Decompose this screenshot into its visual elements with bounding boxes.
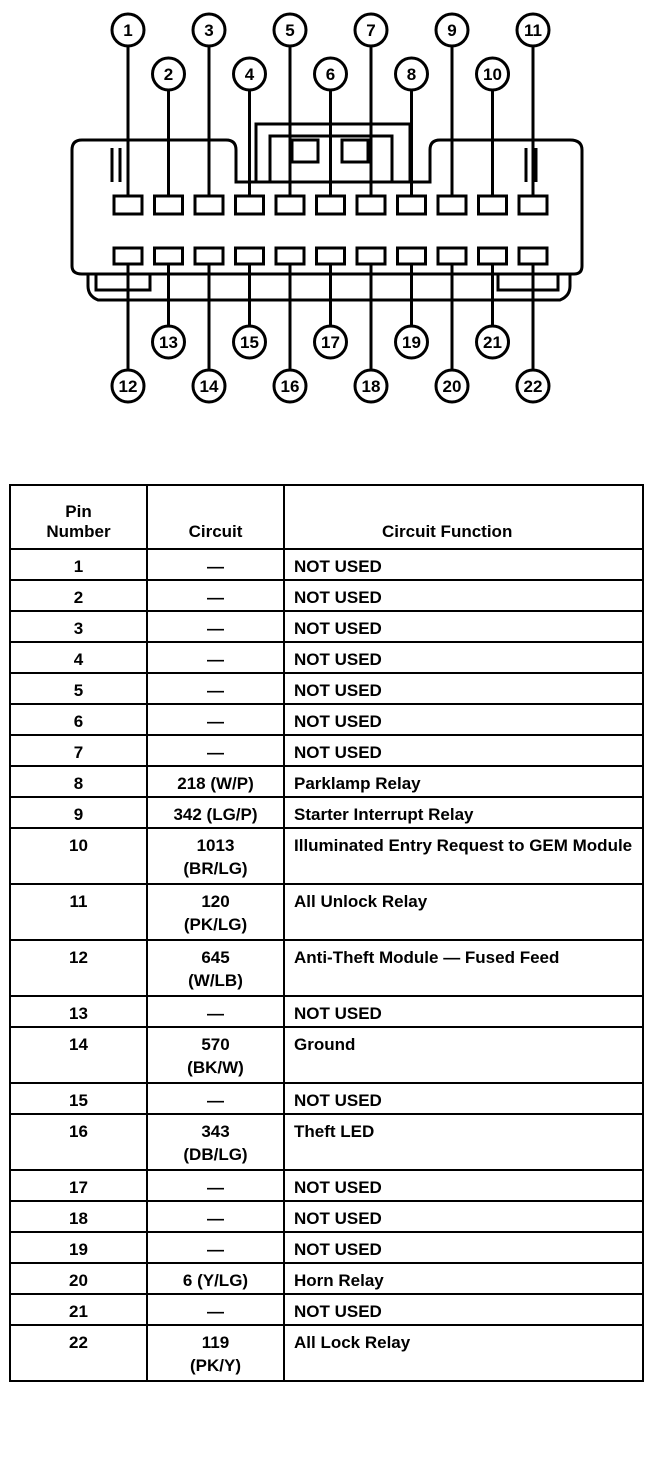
table-row <box>10 1263 643 1294</box>
circuit-cell: — <box>147 673 284 704</box>
table-row <box>10 735 643 766</box>
circuit-function-cell: Starter Interrupt Relay <box>284 797 643 828</box>
circuit-cell: — <box>147 1294 284 1325</box>
circuit-function-cell: NOT USED <box>284 996 643 1027</box>
pin-number-cell: 10 <box>10 828 147 884</box>
pin-bubble-4 <box>234 58 266 90</box>
circuit-cell: — <box>147 1232 284 1263</box>
table-row <box>10 1114 643 1170</box>
pin-number-cell: 7 <box>10 735 147 766</box>
circuit-cell: — <box>147 704 284 735</box>
pin-bubble-15 <box>234 326 266 358</box>
header-circuit-function: Circuit Function <box>284 485 643 549</box>
pin-bubble-10 <box>477 58 509 90</box>
circuit-cell: 645 (W/LB) <box>147 940 284 996</box>
pin-bubble-label: 5 <box>285 21 295 40</box>
pin-bubble-9 <box>436 14 468 46</box>
circuit-function-cell: Ground <box>284 1027 643 1083</box>
pin-bubble-18 <box>355 370 387 402</box>
table-row <box>10 1027 643 1083</box>
pin-cavity-16 <box>276 248 304 264</box>
table-row <box>10 1232 643 1263</box>
pin-bubble-20 <box>436 370 468 402</box>
circuit-cell: — <box>147 549 284 580</box>
table-row <box>10 704 643 735</box>
pin-cavity-22 <box>519 248 547 264</box>
pin-cavity-1 <box>114 196 142 214</box>
table-row <box>10 1170 643 1201</box>
pin-bubble-3 <box>193 14 225 46</box>
table-row <box>10 797 643 828</box>
pin-table <box>9 484 644 1382</box>
pin-cavity-19 <box>398 248 426 264</box>
circuit-cell: — <box>147 735 284 766</box>
header-circuit: Circuit <box>147 485 284 549</box>
pin-number-cell: 8 <box>10 766 147 797</box>
pin-number-cell: 15 <box>10 1083 147 1114</box>
circuit-cell: — <box>147 642 284 673</box>
pin-number-cell: 17 <box>10 1170 147 1201</box>
pin-cavity-7 <box>357 196 385 214</box>
pin-bubble-label: 17 <box>321 333 340 352</box>
pin-number-cell: 22 <box>10 1325 147 1381</box>
table-row <box>10 828 643 884</box>
pin-bubble-22 <box>517 370 549 402</box>
pin-number-cell: 16 <box>10 1114 147 1170</box>
header-pin-number: Pin Number <box>10 485 147 549</box>
pin-bubble-label: 11 <box>524 21 542 40</box>
pin-cavity-9 <box>438 196 466 214</box>
circuit-function-cell: All Lock Relay <box>284 1325 643 1381</box>
circuit-function-cell: NOT USED <box>284 549 643 580</box>
pin-bubble-label: 12 <box>118 377 138 396</box>
pin-cavity-21 <box>479 248 507 264</box>
table-row <box>10 673 643 704</box>
circuit-function-cell: NOT USED <box>284 1083 643 1114</box>
circuit-function-cell: Illuminated Entry Request to GEM Module <box>284 828 643 884</box>
pin-bubble-label: 20 <box>442 377 462 396</box>
circuit-cell: 6 (Y/LG) <box>147 1263 284 1294</box>
pin-number-cell: 3 <box>10 611 147 642</box>
circuit-cell: 119 (PK/Y) <box>147 1325 284 1381</box>
pin-cavity-8 <box>398 196 426 214</box>
circuit-function-cell: NOT USED <box>284 1170 643 1201</box>
pin-bubble-label: 21 <box>483 333 502 352</box>
pin-cavity-3 <box>195 196 223 214</box>
pin-cavity-14 <box>195 248 223 264</box>
circuit-function-cell: NOT USED <box>284 580 643 611</box>
pin-bubble-label: 8 <box>406 65 417 84</box>
pin-bubble-2 <box>153 58 185 90</box>
pin-bubble-12 <box>112 370 144 402</box>
pin-bubble-label: 13 <box>159 333 178 352</box>
circuit-function-cell: NOT USED <box>284 1294 643 1325</box>
pin-cavity-2 <box>155 196 183 214</box>
circuit-cell: 1013 (BR/LG) <box>147 828 284 884</box>
table-row <box>10 549 643 580</box>
pin-number-cell: 9 <box>10 797 147 828</box>
pin-bubble-label: 1 <box>123 21 133 40</box>
circuit-function-cell: NOT USED <box>284 735 643 766</box>
pin-number-cell: 13 <box>10 996 147 1027</box>
pin-cavity-11 <box>519 196 547 214</box>
circuit-function-cell: NOT USED <box>284 1201 643 1232</box>
pin-number-cell: 18 <box>10 1201 147 1232</box>
pin-cavity-10 <box>479 196 507 214</box>
pin-cavity-13 <box>155 248 183 264</box>
pin-bubble-label: 14 <box>199 377 219 396</box>
circuit-function-cell: NOT USED <box>284 611 643 642</box>
circuit-cell: — <box>147 1201 284 1232</box>
pin-number-cell: 5 <box>10 673 147 704</box>
pin-cavity-15 <box>236 248 264 264</box>
pin-bubble-6 <box>315 58 347 90</box>
pin-bubble-14 <box>193 370 225 402</box>
table-row <box>10 1325 643 1381</box>
circuit-function-cell: NOT USED <box>284 673 643 704</box>
circuit-function-cell: All Unlock Relay <box>284 884 643 940</box>
connector-diagram <box>0 0 656 470</box>
pin-bubble-label: 15 <box>240 333 259 352</box>
pin-bubble-5 <box>274 14 306 46</box>
table-row <box>10 766 643 797</box>
pin-number-cell: 2 <box>10 580 147 611</box>
pin-bubble-label: 9 <box>447 21 457 40</box>
pin-bubble-label: 6 <box>325 65 336 84</box>
pin-cavity-4 <box>236 196 264 214</box>
pin-number-cell: 11 <box>10 884 147 940</box>
table-row <box>10 611 643 642</box>
circuit-cell: 570 (BK/W) <box>147 1027 284 1083</box>
pin-bubble-19 <box>396 326 428 358</box>
circuit-cell: — <box>147 580 284 611</box>
pin-bubble-label: 3 <box>204 21 214 40</box>
pin-number-cell: 20 <box>10 1263 147 1294</box>
table-row <box>10 1201 643 1232</box>
pin-bubble-label: 18 <box>361 377 381 396</box>
pin-number-cell: 12 <box>10 940 147 996</box>
circuit-function-cell: Parklamp Relay <box>284 766 643 797</box>
pin-bubble-13 <box>153 326 185 358</box>
circuit-cell: — <box>147 1083 284 1114</box>
table-header-row <box>10 485 643 549</box>
pin-bubble-16 <box>274 370 306 402</box>
pin-cavity-6 <box>317 196 345 214</box>
pin-cavity-17 <box>317 248 345 264</box>
circuit-cell: 218 (W/P) <box>147 766 284 797</box>
circuit-cell: — <box>147 611 284 642</box>
circuit-function-cell: NOT USED <box>284 642 643 673</box>
pin-number-cell: 14 <box>10 1027 147 1083</box>
pin-cavity-12 <box>114 248 142 264</box>
pin-cavity-20 <box>438 248 466 264</box>
pin-number-cell: 6 <box>10 704 147 735</box>
table-row <box>10 940 643 996</box>
circuit-cell: — <box>147 1170 284 1201</box>
circuit-cell: 120 (PK/LG) <box>147 884 284 940</box>
table-row <box>10 580 643 611</box>
pin-bubble-label: 22 <box>523 377 543 396</box>
pin-cavity-18 <box>357 248 385 264</box>
pin-cavities <box>114 196 547 264</box>
pin-bubble-label: 7 <box>366 21 376 40</box>
pin-bubble-label: 10 <box>483 65 502 84</box>
table-row <box>10 996 643 1027</box>
pin-number-cell: 19 <box>10 1232 147 1263</box>
pin-bubble-17 <box>315 326 347 358</box>
circuit-function-cell: Horn Relay <box>284 1263 643 1294</box>
pin-number-cell: 4 <box>10 642 147 673</box>
pin-bubble-11 <box>517 14 549 46</box>
table-row <box>10 1294 643 1325</box>
circuit-cell: — <box>147 996 284 1027</box>
table-row <box>10 642 643 673</box>
table-row <box>10 884 643 940</box>
pin-bubble-label: 4 <box>244 65 255 84</box>
pin-number-cell: 1 <box>10 549 147 580</box>
pin-bubble-label: 19 <box>402 333 421 352</box>
pin-number-cell: 21 <box>10 1294 147 1325</box>
circuit-cell: 343 (DB/LG) <box>147 1114 284 1170</box>
circuit-function-cell: NOT USED <box>284 1232 643 1263</box>
circuit-cell: 342 (LG/P) <box>147 797 284 828</box>
circuit-function-cell: Anti-Theft Module — Fused Feed <box>284 940 643 996</box>
pin-bubble-7 <box>355 14 387 46</box>
pin-bubble-1 <box>112 14 144 46</box>
pin-cavity-5 <box>276 196 304 214</box>
circuit-function-cell: NOT USED <box>284 704 643 735</box>
table-row <box>10 1083 643 1114</box>
pin-bubble-21 <box>477 326 509 358</box>
pin-bubble-8 <box>396 58 428 90</box>
pin-bubble-label: 16 <box>280 377 300 396</box>
circuit-function-cell: Theft LED <box>284 1114 643 1170</box>
pin-bubble-label: 2 <box>163 65 174 84</box>
